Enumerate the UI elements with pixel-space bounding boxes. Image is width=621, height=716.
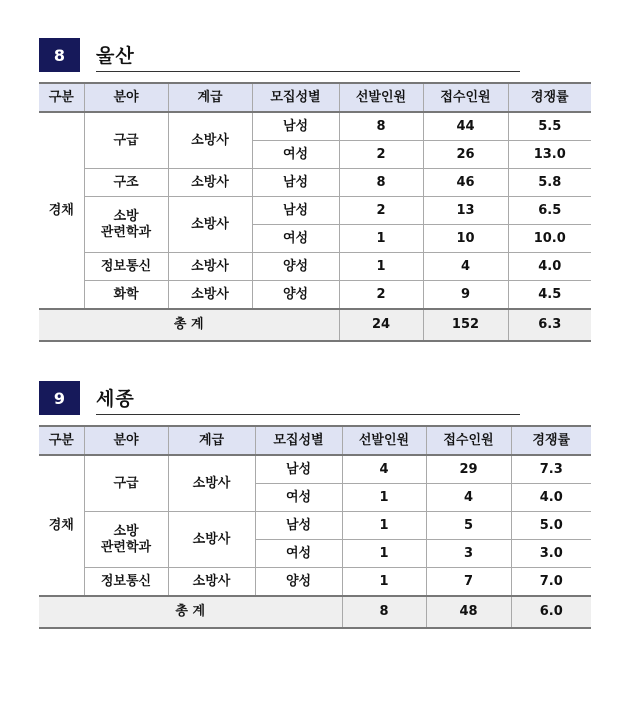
- applied-cell: 3: [426, 540, 511, 568]
- total-row: [39, 309, 591, 341]
- header-rank: 계급: [168, 426, 255, 455]
- section-number: 8: [39, 38, 80, 72]
- field-cell: 소방 관련학과: [84, 512, 168, 568]
- field-cell: 화학: [84, 281, 168, 310]
- applied-cell: 4: [426, 484, 511, 512]
- header-applied: 접수인원: [423, 83, 508, 112]
- section-header: [39, 381, 591, 417]
- selected-cell: 8: [339, 112, 423, 141]
- gender-cell: 여성: [255, 484, 342, 512]
- rank-cell: 소방사: [168, 281, 252, 310]
- selected-cell: 8: [339, 169, 423, 197]
- header-selected: 선발인원: [342, 426, 426, 455]
- selected-cell: 1: [342, 512, 426, 540]
- field-cell: 구조: [84, 169, 168, 197]
- applied-cell: 5: [426, 512, 511, 540]
- gender-cell: 여성: [252, 225, 339, 253]
- field-cell: 구급: [84, 455, 168, 512]
- total-rate: 6.3: [508, 309, 591, 341]
- rank-cell: 소방사: [168, 197, 252, 253]
- total-applied: 152: [423, 309, 508, 341]
- field-cell: 정보통신: [84, 253, 168, 281]
- recruitment-table: [39, 82, 591, 342]
- table-row: [39, 455, 591, 484]
- rate-cell: 10.0: [508, 225, 591, 253]
- rate-cell: 13.0: [508, 141, 591, 169]
- recruitment-table: [39, 425, 591, 629]
- total-rate: 6.0: [511, 596, 591, 628]
- selected-cell: 1: [342, 568, 426, 597]
- selected-cell: 1: [342, 484, 426, 512]
- total-row: [39, 596, 591, 628]
- section-number: 9: [39, 381, 80, 415]
- gender-cell: 남성: [252, 197, 339, 225]
- gender-cell: 남성: [255, 512, 342, 540]
- gender-cell: 양성: [255, 568, 342, 597]
- rate-cell: 5.5: [508, 112, 591, 141]
- gender-cell: 양성: [252, 253, 339, 281]
- rank-cell: 소방사: [168, 253, 252, 281]
- section-title: 울산: [96, 45, 135, 67]
- header-applied: 접수인원: [426, 426, 511, 455]
- rate-cell: 7.0: [511, 568, 591, 597]
- table-row: [39, 197, 591, 225]
- gender-cell: 여성: [255, 540, 342, 568]
- gender-cell: 양성: [252, 281, 339, 310]
- selected-cell: 1: [339, 253, 423, 281]
- applied-cell: 29: [426, 455, 511, 484]
- applied-cell: 13: [423, 197, 508, 225]
- header-rate: 경쟁률: [508, 83, 591, 112]
- rank-cell: 소방사: [168, 112, 252, 169]
- header-category: 구분: [39, 83, 84, 112]
- applied-cell: 9: [423, 281, 508, 310]
- header-category: 구분: [39, 426, 84, 455]
- title-underline: [96, 71, 520, 72]
- table-header-row: [39, 83, 591, 112]
- table-row: [39, 253, 591, 281]
- section-header: [39, 38, 591, 74]
- applied-cell: 10: [423, 225, 508, 253]
- section-sejong: [39, 381, 591, 619]
- applied-cell: 4: [423, 253, 508, 281]
- gender-cell: 남성: [255, 455, 342, 484]
- rate-cell: 5.8: [508, 169, 591, 197]
- field-cell: 정보통신: [84, 568, 168, 597]
- rank-cell: 소방사: [168, 568, 255, 597]
- selected-cell: 1: [342, 540, 426, 568]
- rank-cell: 소방사: [168, 169, 252, 197]
- category-cell: 경채: [39, 455, 84, 596]
- gender-cell: 남성: [252, 169, 339, 197]
- rate-cell: 4.0: [511, 484, 591, 512]
- section-ulsan: [39, 38, 591, 332]
- field-cell: 구급: [84, 112, 168, 169]
- applied-cell: 26: [423, 141, 508, 169]
- rate-cell: 4.5: [508, 281, 591, 310]
- header-rank: 계급: [168, 83, 252, 112]
- header-field: 분야: [84, 426, 168, 455]
- section-title: 세종: [96, 388, 135, 410]
- table-row: [39, 112, 591, 141]
- field-cell: 소방 관련학과: [84, 197, 168, 253]
- rate-cell: 3.0: [511, 540, 591, 568]
- rate-cell: 4.0: [508, 253, 591, 281]
- total-label: 총 계: [39, 309, 339, 341]
- gender-cell: 남성: [252, 112, 339, 141]
- total-selected: 8: [342, 596, 426, 628]
- selected-cell: 2: [339, 281, 423, 310]
- total-selected: 24: [339, 309, 423, 341]
- selected-cell: 2: [339, 141, 423, 169]
- applied-cell: 7: [426, 568, 511, 597]
- header-gender: 모집성별: [255, 426, 342, 455]
- total-label: 총 계: [39, 596, 342, 628]
- header-gender: 모집성별: [252, 83, 339, 112]
- rate-cell: 5.0: [511, 512, 591, 540]
- header-rate: 경쟁률: [511, 426, 591, 455]
- header-field: 분야: [84, 83, 168, 112]
- rank-cell: 소방사: [168, 455, 255, 512]
- rank-cell: 소방사: [168, 512, 255, 568]
- rate-cell: 7.3: [511, 455, 591, 484]
- applied-cell: 44: [423, 112, 508, 141]
- gender-cell: 여성: [252, 141, 339, 169]
- selected-cell: 4: [342, 455, 426, 484]
- category-cell: 경채: [39, 112, 84, 309]
- title-underline: [96, 414, 520, 415]
- rate-cell: 6.5: [508, 197, 591, 225]
- table-row: [39, 568, 591, 597]
- total-applied: 48: [426, 596, 511, 628]
- header-selected: 선발인원: [339, 83, 423, 112]
- table-row: [39, 512, 591, 540]
- selected-cell: 2: [339, 197, 423, 225]
- table-header-row: [39, 426, 591, 455]
- table-row: [39, 281, 591, 310]
- table-row: [39, 169, 591, 197]
- applied-cell: 46: [423, 169, 508, 197]
- selected-cell: 1: [339, 225, 423, 253]
